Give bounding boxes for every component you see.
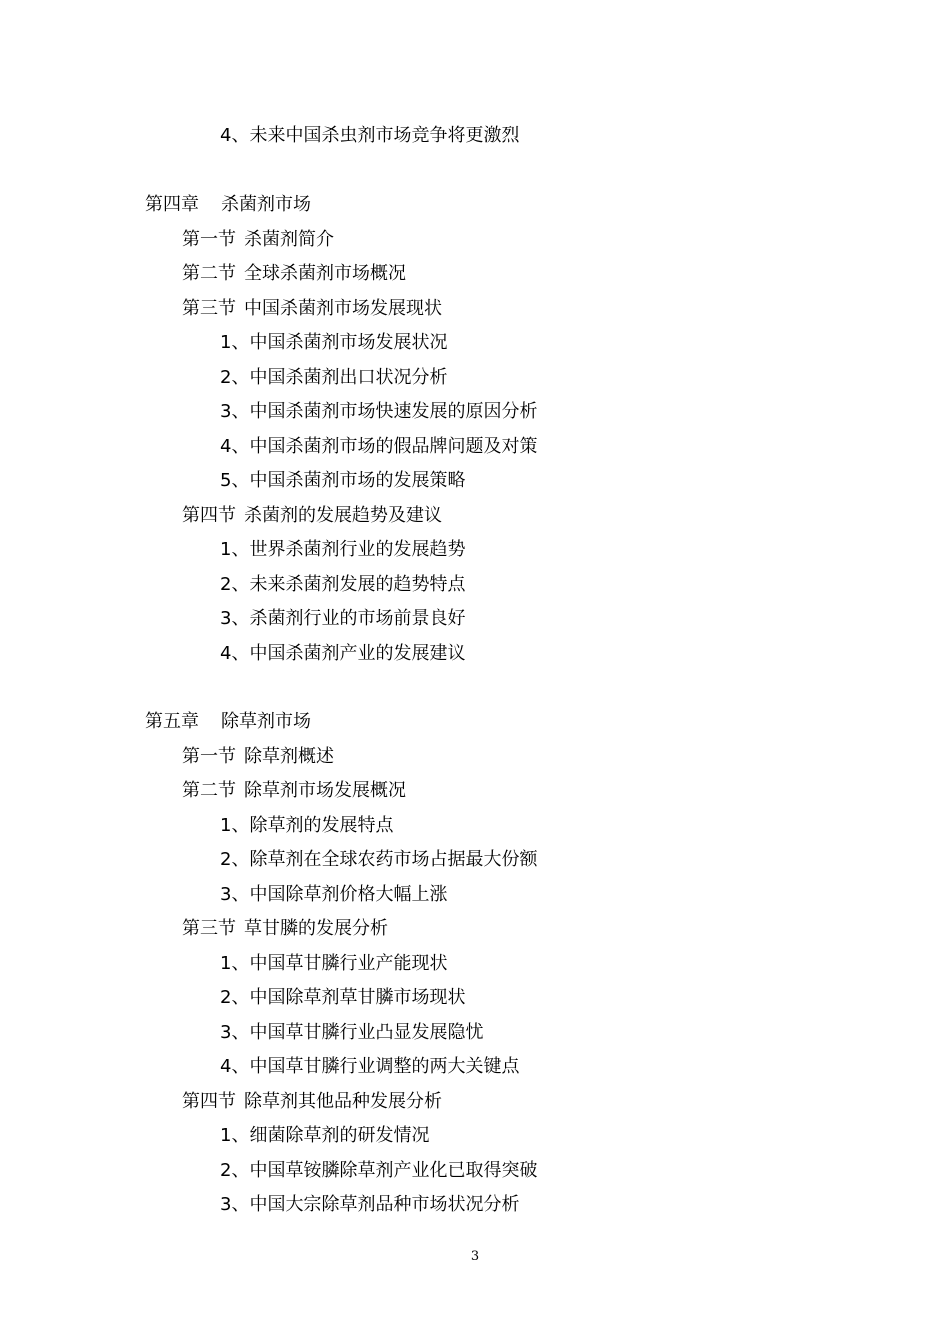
toc-title: 中国杀菌剂市场发展状况 [249,332,448,353]
toc-title: 中国除草剂价格大幅上涨 [249,884,448,905]
toc-number: 4、 [220,125,250,146]
toc-number: 4、 [220,1056,250,1077]
toc-number: 第一节 [182,746,236,767]
toc-section [182,297,442,321]
toc-title: 草甘膦的发展分析 [244,918,388,939]
toc-title: 中国大宗除草剂品种市场状况分析 [249,1194,520,1215]
toc-title: 中国杀菌剂市场的发展策略 [249,470,466,491]
toc-item [220,124,519,148]
toc-item [220,331,447,355]
toc-section [182,228,334,252]
toc-number: 第四节 [182,505,236,526]
toc-number: 1、 [220,953,250,974]
toc-title: 除草剂市场发展概况 [244,780,406,801]
toc-item [220,573,465,597]
toc-item [220,538,465,562]
toc-number: 第四节 [182,1091,236,1112]
toc-title: 除草剂市场 [221,711,311,732]
toc-title: 中国杀菌剂出口状况分析 [249,367,448,388]
toc-title: 世界杀菌剂行业的发展趋势 [249,539,466,560]
toc-item [220,469,465,493]
toc-item [220,435,537,459]
toc-chapter [145,710,311,734]
toc-number: 第一节 [182,229,236,250]
toc-title: 中国杀菌剂产业的发展建议 [249,643,466,664]
toc-title: 除草剂其他品种发展分析 [244,1091,442,1112]
toc-number: 2、 [220,367,250,388]
toc-title: 全球杀菌剂市场概况 [244,263,406,284]
toc-title: 中国草甘膦行业凸显发展隐忧 [249,1022,484,1043]
toc-title: 中国草甘膦行业调整的两大关键点 [249,1056,520,1077]
toc-item [220,1021,483,1045]
toc-section [182,504,442,528]
toc-item [220,952,447,976]
toc-title: 中国杀菌剂市场的假品牌问题及对策 [249,436,538,457]
toc-item [220,1159,537,1183]
toc-number: 第四章 [145,194,199,215]
toc-section [182,745,334,769]
toc-number: 1、 [220,332,250,353]
toc-item [220,883,447,907]
toc-title: 除草剂的发展特点 [249,815,394,836]
toc-number: 2、 [220,1160,250,1181]
toc-section [182,917,388,941]
toc-number: 2、 [220,987,250,1008]
toc-title: 杀菌剂的发展趋势及建议 [244,505,442,526]
toc-title: 细菌除草剂的研发情况 [249,1125,430,1146]
toc-number: 第三节 [182,918,236,939]
toc-number: 1、 [220,815,250,836]
toc-item [220,400,537,424]
toc-number: 3、 [220,1022,250,1043]
toc-number: 5、 [220,470,250,491]
toc-item [220,848,537,872]
toc-chapter [145,193,311,217]
toc-item [220,1055,519,1079]
toc-number: 第二节 [182,780,236,801]
toc-number: 2、 [220,849,250,870]
toc-item [220,1193,519,1217]
toc-item [220,607,465,631]
toc-title: 中国除草剂草甘膦市场现状 [249,987,466,1008]
toc-title: 中国草甘膦行业产能现状 [249,953,448,974]
toc-number: 1、 [220,1125,250,1146]
toc-number: 第五章 [145,711,199,732]
toc-title: 杀菌剂行业的市场前景良好 [249,608,466,629]
toc-number: 第三节 [182,298,236,319]
toc-title: 杀菌剂简介 [244,229,334,250]
toc-title: 中国杀菌剂市场发展现状 [244,298,442,319]
toc-item [220,366,447,390]
toc-title: 杀菌剂市场 [221,194,311,215]
toc-item [220,642,465,666]
toc-title: 中国草铵膦除草剂产业化已取得突破 [249,1160,538,1181]
toc-item [220,986,465,1010]
toc-number: 第二节 [182,263,236,284]
toc-number: 3、 [220,401,250,422]
toc-item [220,814,393,838]
toc-number: 1、 [220,539,250,560]
toc-title: 除草剂在全球农药市场占据最大份额 [249,849,538,870]
toc-title: 未来中国杀虫剂市场竞争将更激烈 [249,125,520,146]
toc-number: 4、 [220,436,250,457]
toc-title: 未来杀菌剂发展的趋势特点 [249,574,466,595]
toc-section [182,779,406,803]
toc-item [220,1124,429,1148]
toc-title: 中国杀菌剂市场快速发展的原因分析 [249,401,538,422]
page-number: 3 [470,1249,480,1264]
toc-number: 4、 [220,643,250,664]
toc-title: 除草剂概述 [244,746,334,767]
toc-number: 3、 [220,608,250,629]
toc-number: 3、 [220,1194,250,1215]
toc-number: 3、 [220,884,250,905]
toc-section [182,262,406,286]
toc-number: 2、 [220,574,250,595]
toc-section [182,1090,442,1114]
